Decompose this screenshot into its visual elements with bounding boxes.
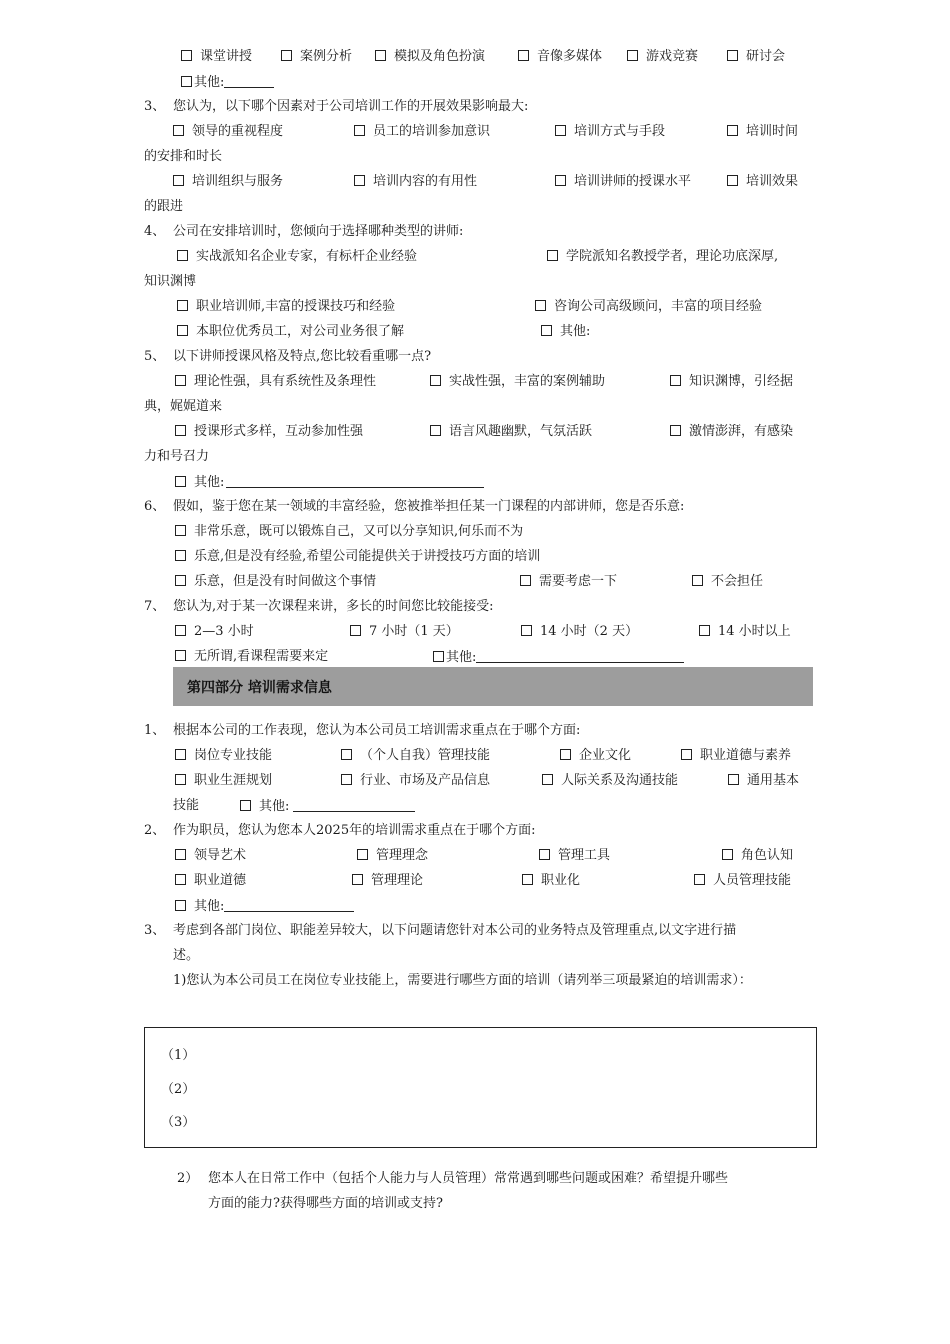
checkbox-professional-trainer[interactable] xyxy=(177,299,395,315)
option-label: 其他: xyxy=(194,75,225,90)
checkbox-leader-attention[interactable] xyxy=(173,124,283,140)
option-label: 知识渊博，引经据 xyxy=(689,374,794,389)
option-label: 实战派知名企业专家，有标杆企业经验 xyxy=(196,249,418,264)
option-label: 非常乐意，既可以锻炼自己，又可以分享知识,何乐而不为 xyxy=(194,524,524,539)
checkbox-other[interactable] xyxy=(433,649,684,666)
checkbox-icon[interactable] xyxy=(173,125,184,136)
option-label: 音像多媒体 xyxy=(537,49,603,64)
option-label: 职业生涯规划 xyxy=(194,773,273,788)
option-label: 职业化 xyxy=(541,873,581,888)
checkbox-icon[interactable] xyxy=(175,900,186,911)
option-label: 无所谓,看课程需要来定 xyxy=(194,649,329,664)
sub-question-2-line1: 您本人在日常工作中（包括个人能力与人员管理）常常遇到哪些问题或困难？希望提升哪些 xyxy=(208,1171,729,1186)
checkbox-icon[interactable] xyxy=(177,250,188,261)
checkbox-icon[interactable] xyxy=(175,425,186,436)
other-input-line[interactable] xyxy=(224,74,274,88)
checkbox-practical[interactable] xyxy=(430,374,605,390)
checkbox-icon[interactable] xyxy=(177,300,188,311)
answer-item-3[interactable]: （3） xyxy=(161,1115,196,1130)
checkbox-icon[interactable] xyxy=(173,175,184,186)
checkbox-participation[interactable] xyxy=(354,124,490,140)
checkbox-follow-up[interactable] xyxy=(727,174,798,190)
checkbox-icon[interactable] xyxy=(555,125,566,136)
option-label: 2—3 小时 xyxy=(194,624,254,639)
option-label: 职业道德 xyxy=(194,873,247,888)
option-label: 其他: xyxy=(194,899,225,914)
option-label: 培训组织与服务 xyxy=(192,174,284,189)
question-number: 6、 xyxy=(144,499,166,514)
checkbox-content[interactable] xyxy=(354,174,477,190)
checkbox-professional-ethics[interactable] xyxy=(175,873,246,889)
checkbox-icon[interactable] xyxy=(670,375,681,386)
checkbox-communication[interactable] xyxy=(542,773,678,789)
option-continuation: 的安排和时长 xyxy=(144,149,223,164)
checkbox-icon[interactable] xyxy=(175,774,186,785)
checkbox-icon[interactable] xyxy=(727,50,738,61)
option-continuation: 技能 xyxy=(173,798,200,813)
option-label: 人员管理技能 xyxy=(713,873,792,888)
other-input-line[interactable] xyxy=(476,649,684,663)
checkbox-icon[interactable] xyxy=(175,650,186,661)
question-text: 以下讲师授课风格及特点,您比较看重哪一点? xyxy=(173,349,432,364)
checkbox-academic-expert[interactable] xyxy=(547,249,778,265)
option-label: 管理理念 xyxy=(376,848,429,863)
question-text: 根据本公司的工作表现，您认为本公司员工培训需求重点在于哪个方面: xyxy=(173,723,581,738)
option-continuation: 力和号召力 xyxy=(144,449,210,464)
option-label: （个人自我）管理技能 xyxy=(360,748,491,763)
checkbox-other[interactable] xyxy=(175,898,354,915)
option-label: 岗位专业技能 xyxy=(194,748,273,763)
checkbox-icon[interactable] xyxy=(341,749,352,760)
checkbox-practical-expert[interactable] xyxy=(177,249,417,265)
question-text-continuation: 述。 xyxy=(173,948,200,963)
checkbox-icon[interactable] xyxy=(281,50,292,61)
other-input-line[interactable] xyxy=(293,798,415,812)
checkbox-icon[interactable] xyxy=(181,76,192,87)
answer-box[interactable] xyxy=(144,1027,817,1148)
question-text: 考虑到各部门岗位、职能差异较大，以下问题请您针对本公司的业务特点及管理重点,以文字进行描 xyxy=(173,923,737,938)
checkbox-role-awareness[interactable] xyxy=(722,848,793,864)
checkbox-other[interactable] xyxy=(541,324,590,340)
checkbox-professionalism[interactable] xyxy=(522,873,580,889)
checkbox-ethics[interactable] xyxy=(681,748,791,764)
checkbox-management-concept[interactable] xyxy=(357,848,428,864)
checkbox-consider[interactable] xyxy=(520,574,617,590)
question-text: 假如，鉴于您在某一领域的丰富经验，您被推举担任某一门课程的内部讲师，您是否乐意: xyxy=(173,499,685,514)
option-label: 理论性强，具有系统性及条理性 xyxy=(194,374,377,389)
checkbox-icon[interactable] xyxy=(541,325,552,336)
checkbox-willing-no-time[interactable] xyxy=(175,574,376,590)
checkbox-games[interactable] xyxy=(627,49,698,65)
option-label: 学院派知名教授学者，理论功底深厚, xyxy=(566,249,779,264)
other-input-line[interactable] xyxy=(224,898,354,912)
option-label: 领导艺术 xyxy=(194,848,247,863)
checkbox-icon[interactable] xyxy=(727,125,738,136)
option-label: 研讨会 xyxy=(746,49,786,64)
checkbox-icon[interactable] xyxy=(175,749,186,760)
checkbox-internal-staff[interactable] xyxy=(177,324,404,340)
question-text: 您认为，以下哪个因素对于公司培训工作的开展效果影响最大: xyxy=(173,99,529,114)
option-label: 需要考虑一下 xyxy=(539,574,618,589)
option-label: 乐意，但是没有时间做这个事情 xyxy=(194,574,377,589)
checkbox-icon[interactable] xyxy=(240,800,251,811)
checkbox-people-management[interactable] xyxy=(694,873,791,889)
checkbox-icon[interactable] xyxy=(627,50,638,61)
checkbox-depends[interactable] xyxy=(175,649,328,665)
option-label: 14 小时（2 天） xyxy=(540,624,639,639)
option-label: 咨询公司高级顾问，丰富的项目经验 xyxy=(554,299,763,314)
checkbox-icon[interactable] xyxy=(520,575,531,586)
checkbox-industry[interactable] xyxy=(341,773,490,789)
option-continuation: 典，娓娓道来 xyxy=(144,399,223,414)
answer-item-1[interactable]: （1） xyxy=(161,1048,196,1063)
question-text: 您认为,对于某一次课程来讲，多长的时间您比较能接受: xyxy=(173,599,494,614)
option-label: 7 小时（1 天） xyxy=(369,624,459,639)
option-label: 人际关系及沟通技能 xyxy=(561,773,679,788)
option-label: 培训时间 xyxy=(746,124,799,139)
option-label: 授课形式多样，互动参加性强 xyxy=(194,424,364,439)
question-number: 5、 xyxy=(144,349,166,364)
option-label: 课堂讲授 xyxy=(200,49,253,64)
checkbox-icon[interactable] xyxy=(177,325,188,336)
option-label: 语言风趣幽默，气氛活跃 xyxy=(449,424,593,439)
question-number: 3、 xyxy=(144,923,166,938)
checkbox-icon[interactable] xyxy=(430,425,441,436)
option-label: 乐意,但是没有经验,希望公司能提供关于讲授技巧方面的培训 xyxy=(194,549,541,564)
option-label: 通用基本 xyxy=(747,773,800,788)
checkbox-icon[interactable] xyxy=(692,575,703,586)
checkbox-icon[interactable] xyxy=(518,50,529,61)
checkbox-case-study[interactable] xyxy=(281,49,352,65)
checkbox-7-hours[interactable] xyxy=(350,624,459,640)
checkbox-icon[interactable] xyxy=(175,625,186,636)
checkbox-other[interactable] xyxy=(181,74,274,91)
option-label: 培训效果 xyxy=(746,174,799,189)
option-label: 培训方式与手段 xyxy=(574,124,666,139)
checkbox-management-theory[interactable] xyxy=(352,873,423,889)
option-label: 不会担任 xyxy=(711,574,764,589)
checkbox-icon[interactable] xyxy=(535,300,546,311)
question-number: 3、 xyxy=(144,99,166,114)
option-label: 管理理论 xyxy=(371,873,424,888)
sub-question-2-number: 2） xyxy=(177,1171,199,1186)
checkbox-14-plus-hours[interactable] xyxy=(699,624,791,640)
checkbox-icon[interactable] xyxy=(175,575,186,586)
checkbox-self-management[interactable] xyxy=(341,748,490,764)
other-input-line[interactable] xyxy=(226,474,484,488)
question-text: 公司在安排培训时，您倾向于选择哪种类型的讲师: xyxy=(173,224,464,239)
checkbox-icon[interactable] xyxy=(522,874,533,885)
checkbox-icon[interactable] xyxy=(699,625,710,636)
option-label: 模拟及角色扮演 xyxy=(394,49,486,64)
sub-question-2-line2: 方面的能力?获得哪些方面的培训或支持? xyxy=(208,1196,443,1211)
checkbox-icon[interactable] xyxy=(175,525,186,536)
option-label: 角色认知 xyxy=(741,848,794,863)
option-label: 培训内容的有用性 xyxy=(373,174,478,189)
checkbox-decline[interactable] xyxy=(692,574,763,590)
question-number: 4、 xyxy=(144,224,166,239)
checkbox-consultant[interactable] xyxy=(535,299,762,315)
section-header xyxy=(173,667,813,706)
checkbox-icon[interactable] xyxy=(547,250,558,261)
checkbox-culture[interactable] xyxy=(560,748,631,764)
checkbox-icon[interactable] xyxy=(175,550,186,561)
checkbox-icon[interactable] xyxy=(433,651,444,662)
checkbox-lecture[interactable] xyxy=(181,49,252,65)
checkbox-14-hours[interactable] xyxy=(521,624,638,640)
checkbox-management-tools[interactable] xyxy=(539,848,610,864)
option-label: 职业培训师,丰富的授课技巧和经验 xyxy=(196,299,396,314)
checkbox-job-skills[interactable] xyxy=(175,748,272,764)
question-number: 1、 xyxy=(144,723,166,738)
option-label: 游戏竞赛 xyxy=(646,49,699,64)
checkbox-icon[interactable] xyxy=(670,425,681,436)
section-title: 第四部分 培训需求信息 xyxy=(187,680,332,696)
checkbox-icon[interactable] xyxy=(175,375,186,386)
checkbox-icon[interactable] xyxy=(175,874,186,885)
checkbox-icon[interactable] xyxy=(341,774,352,785)
checkbox-icon[interactable] xyxy=(555,175,566,186)
option-label: 领导的重视程度 xyxy=(192,124,284,139)
option-label: 其他: xyxy=(446,650,477,665)
checkbox-icon[interactable] xyxy=(722,849,733,860)
checkbox-2-3-hours[interactable] xyxy=(175,624,254,640)
checkbox-icon[interactable] xyxy=(350,625,361,636)
option-label: 管理工具 xyxy=(558,848,611,863)
checkbox-icon[interactable] xyxy=(560,749,571,760)
option-label: 其他: xyxy=(259,799,290,814)
checkbox-icon[interactable] xyxy=(430,375,441,386)
checkbox-interactive[interactable] xyxy=(175,424,363,440)
checkbox-icon[interactable] xyxy=(354,125,365,136)
question-number: 7、 xyxy=(144,599,166,614)
checkbox-icon[interactable] xyxy=(181,50,192,61)
option-label: 实战性强，丰富的案例辅助 xyxy=(449,374,606,389)
checkbox-icon[interactable] xyxy=(681,749,692,760)
checkbox-career[interactable] xyxy=(175,773,272,789)
checkbox-humorous[interactable] xyxy=(430,424,592,440)
checkbox-method[interactable] xyxy=(555,124,665,140)
checkbox-icon[interactable] xyxy=(542,774,553,785)
option-label: 行业、市场及产品信息 xyxy=(360,773,491,788)
checkbox-icon[interactable] xyxy=(727,175,738,186)
checkbox-passionate[interactable] xyxy=(670,424,793,440)
option-label: 本职位优秀员工，对公司业务很了解 xyxy=(196,324,405,339)
checkbox-icon[interactable] xyxy=(375,50,386,61)
checkbox-icon[interactable] xyxy=(175,476,186,487)
option-label: 员工的培训参加意识 xyxy=(373,124,491,139)
option-label: 其他: xyxy=(560,324,591,339)
checkbox-lecturer-level[interactable] xyxy=(555,174,691,190)
question-number: 2、 xyxy=(144,823,166,838)
option-label: 企业文化 xyxy=(579,748,632,763)
checkbox-leadership[interactable] xyxy=(175,848,246,864)
answer-item-2[interactable]: （2） xyxy=(161,1082,196,1097)
checkbox-other[interactable] xyxy=(240,798,415,815)
checkbox-seminar[interactable] xyxy=(727,49,785,65)
checkbox-theoretical[interactable] xyxy=(175,374,376,390)
checkbox-other[interactable] xyxy=(175,474,484,491)
checkbox-icon[interactable] xyxy=(175,849,186,860)
checkbox-willing-no-experience[interactable] xyxy=(175,549,540,565)
option-continuation: 的跟进 xyxy=(144,199,184,214)
checkbox-multimedia[interactable] xyxy=(518,49,602,65)
checkbox-role-play[interactable] xyxy=(375,49,485,65)
checkbox-icon[interactable] xyxy=(354,175,365,186)
checkbox-general-skills[interactable] xyxy=(728,773,799,789)
checkbox-very-willing[interactable] xyxy=(175,524,523,540)
option-label: 其他: xyxy=(194,475,225,490)
option-label: 培训讲师的授课水平 xyxy=(574,174,692,189)
option-label: 职业道德与素养 xyxy=(700,748,792,763)
checkbox-icon[interactable] xyxy=(728,774,739,785)
option-label: 14 小时以上 xyxy=(718,624,791,639)
option-continuation: 知识渊博 xyxy=(144,274,197,289)
sub-question-1: 1)您认为本公司员工在岗位专业技能上，需要进行哪些方面的培训（请列举三项最紧迫的培训需求）： xyxy=(173,973,752,988)
checkbox-icon[interactable] xyxy=(521,625,532,636)
question-text: 作为职员，您认为您本人2025年的培训需求重点在于哪个方面: xyxy=(173,823,536,838)
checkbox-organization[interactable] xyxy=(173,174,283,190)
checkbox-icon[interactable] xyxy=(357,849,368,860)
checkbox-icon[interactable] xyxy=(539,849,550,860)
checkbox-time[interactable] xyxy=(727,124,798,140)
option-label: 案例分析 xyxy=(300,49,353,64)
checkbox-icon[interactable] xyxy=(694,874,705,885)
option-label: 激情澎湃，有感染 xyxy=(689,424,794,439)
checkbox-icon[interactable] xyxy=(352,874,363,885)
checkbox-knowledgeable[interactable] xyxy=(670,374,793,390)
